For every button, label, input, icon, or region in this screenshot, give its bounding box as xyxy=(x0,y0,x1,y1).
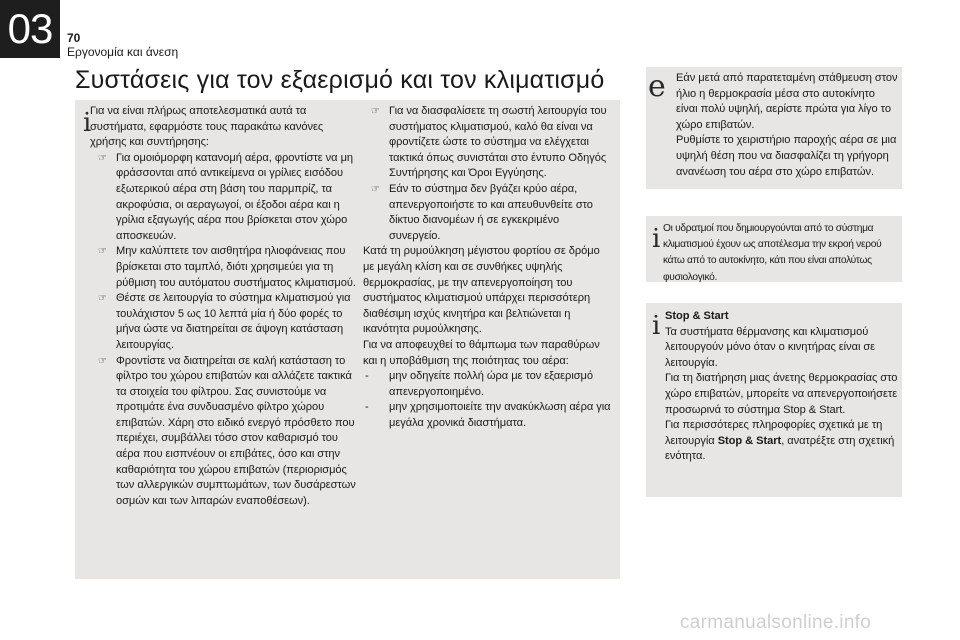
list-item: ☞ Για ομοιόμορφη κατανομή αέρα, φροντίστε να μη φράσσονται από αντικείμενα οι γρίλιες εισόδου εξωτερικού αέρα στη βάση του παρμπρίζ, τα ακροφύσια, οι αεραγωγοί, οι έξοδοι αέρα και η γρίλια εξαγωγής αέρα που βρίσκεται στον χώρο αποσκευών. xyxy=(98,151,354,242)
info-icon: i xyxy=(83,108,92,138)
list-item: ☞ Θέστε σε λειτουργία το σύστημα κλιματισμού για τουλάχιστον 5 ως 10 λεπτά μία ή δύο φορές το μήνα ώστε να διατηρείται σε άψογη κατάσταση λειτουργίας. xyxy=(98,292,351,351)
stop-start-heading: Stop & Start xyxy=(665,310,729,322)
main-column-right xyxy=(363,104,613,431)
list-item: ☞ Για να διασφαλίσετε τη σωστή λειτουργία του συστήματος κλιματισμού, καλό θα είναι να φροντίζετε ώστε το σύστημα να ελέγχεται τακτικά όπως συνιστάται στο έντυπο Οδηγός Συντήρησης και Όροι Εγγύησης. xyxy=(371,105,607,180)
section-name: Εργονομία και άνεση xyxy=(67,45,179,59)
chapter-number: 03 xyxy=(0,0,60,58)
bullet-icon: ☞ xyxy=(98,152,107,164)
main-column-left xyxy=(90,104,360,509)
condensation-note-text: Οι υδρατμοί που δημιουργούνται από το σύστημα κλιματισμού έχουν ως αποτέλεσμα την εκροή νερού κάτω από το αυτοκίνητο, κάτι που είναι απολύτως φυσιολογικό. xyxy=(663,223,882,283)
eco-tip-text: Εάν μετά από παρατεταμένη στάθμευση στον ήλιο η θερμοκρασία μέσα στο αυτοκίνητο είναι πολύ υψηλή, αερίστε πρώτα για λίγο το χώρο επιβατών. Ρυθμίστε το χειριστήριο παροχής αέρα σε μια υψηλή θέση που να διασφαλίζει τη γρήγορη ανανέωση του αέρα στο χώρο επιβατών. xyxy=(676,72,898,178)
stop-start-text: Stop & Start Τα συστήματα θέρμανσης και κλιματισμού λειτουργούν μόνο όταν ο κινητήρας είναι σε λειτουργία. Για τη διατήρηση μιας άνετης θερμοκρασίας στο χώρο επιβατών, μπορείτε να απενεργοποιήσετε προσωρινά το σύστημα Stop & Start. Για περισσότερες πληροφορίες σχετικά με τη λειτουργία Stop & Start, ανατρέξτε στη σχετική ενότητα. xyxy=(665,310,898,463)
page-title: Συστάσεις για τον εξαερισμό και τον κλιματισμό xyxy=(75,66,605,94)
info-icon: i xyxy=(652,311,661,341)
watermark: carmanualsonline.info xyxy=(680,612,872,633)
list-item: ☞ Μην καλύπτετε τον αισθητήρα ηλιοφάνειας που βρίσκεται στο ταμπλό, διότι χρησιμεύει για τη ρύθμιση του αυτόματου συστήματος κλιματισμού. xyxy=(98,245,356,289)
towing-paragraph: Κατά τη ρυμούλκηση μέγιστου φορτίου σε δρόμο με μεγάλη κλίση και σε συνθήκες υψηλής θερμοκρασίας, με την απενεργοποίηση του συστήματος κλιματισμού υπάρχει περισσότερη διαθέσιμη ισχύς κινητήρα και βελτιώνεται η ικανότητα ρυμούλκησης. xyxy=(363,245,600,336)
list-item: - μην οδηγείτε πολλή ώρα με τον εξαερισμό απενεργοποιημένο. xyxy=(365,370,593,398)
intro-paragraph: Για να είναι πλήρως αποτελεσματικά αυτά τα συστήματα, εφαρμόστε τους παρακάτω κανόνες χρήσης και συντήρησης: xyxy=(90,105,324,149)
list-item: - μην χρησιμοποιείτε την ανακύκλωση αέρα για μεγάλα χρονικά διαστήματα. xyxy=(365,401,611,429)
eco-icon: e xyxy=(648,69,666,104)
bullet-icon: ☞ xyxy=(98,355,107,367)
bullet-icon: ☞ xyxy=(98,293,107,305)
info-icon: i xyxy=(652,224,661,254)
bullet-icon: ☞ xyxy=(371,106,380,117)
list-item: ☞ Φροντίστε να διατηρείται σε καλή κατάσταση το φίλτρο του χώρου επιβατών και αλλάζετε τακτικά τα στοιχεία του φίλτρου. Σας συνιστούμε να προτιμάτε ένα συνδυασμένο φίλτρο χώρου επιβατών. Χάρη στο ειδικό ενεργό πρόσθετο που περιέχει, συμβάλλει τόσο στον καθαρισμό του αέρα που εισπνέουν οι επιβάτες, όσο και στην καθαριότητα του χώρου επιβατών (περιορισμός των αλλεργικών συμπτωμάτων, των δυσάρεστων οσμών και των λιπαρών εναποθέσεων). xyxy=(98,354,356,507)
page-number: 70 xyxy=(67,31,81,45)
bullet-icon: ☞ xyxy=(371,183,380,195)
list-item: ☞ Εάν το σύστημα δεν βγάζει κρύο αέρα, απενεργοποιήστε το και απευθυνθείτε στο δίκτυο διανομέων ή σε εγκεκριμένο συνεργείο. xyxy=(371,182,593,242)
fogging-paragraph: Για να αποφευχθεί το θάμπωμα των παραθύρων και η υποβάθμιση της ποιότητας του αέρα: xyxy=(363,338,600,367)
bullet-icon: ☞ xyxy=(98,246,107,258)
